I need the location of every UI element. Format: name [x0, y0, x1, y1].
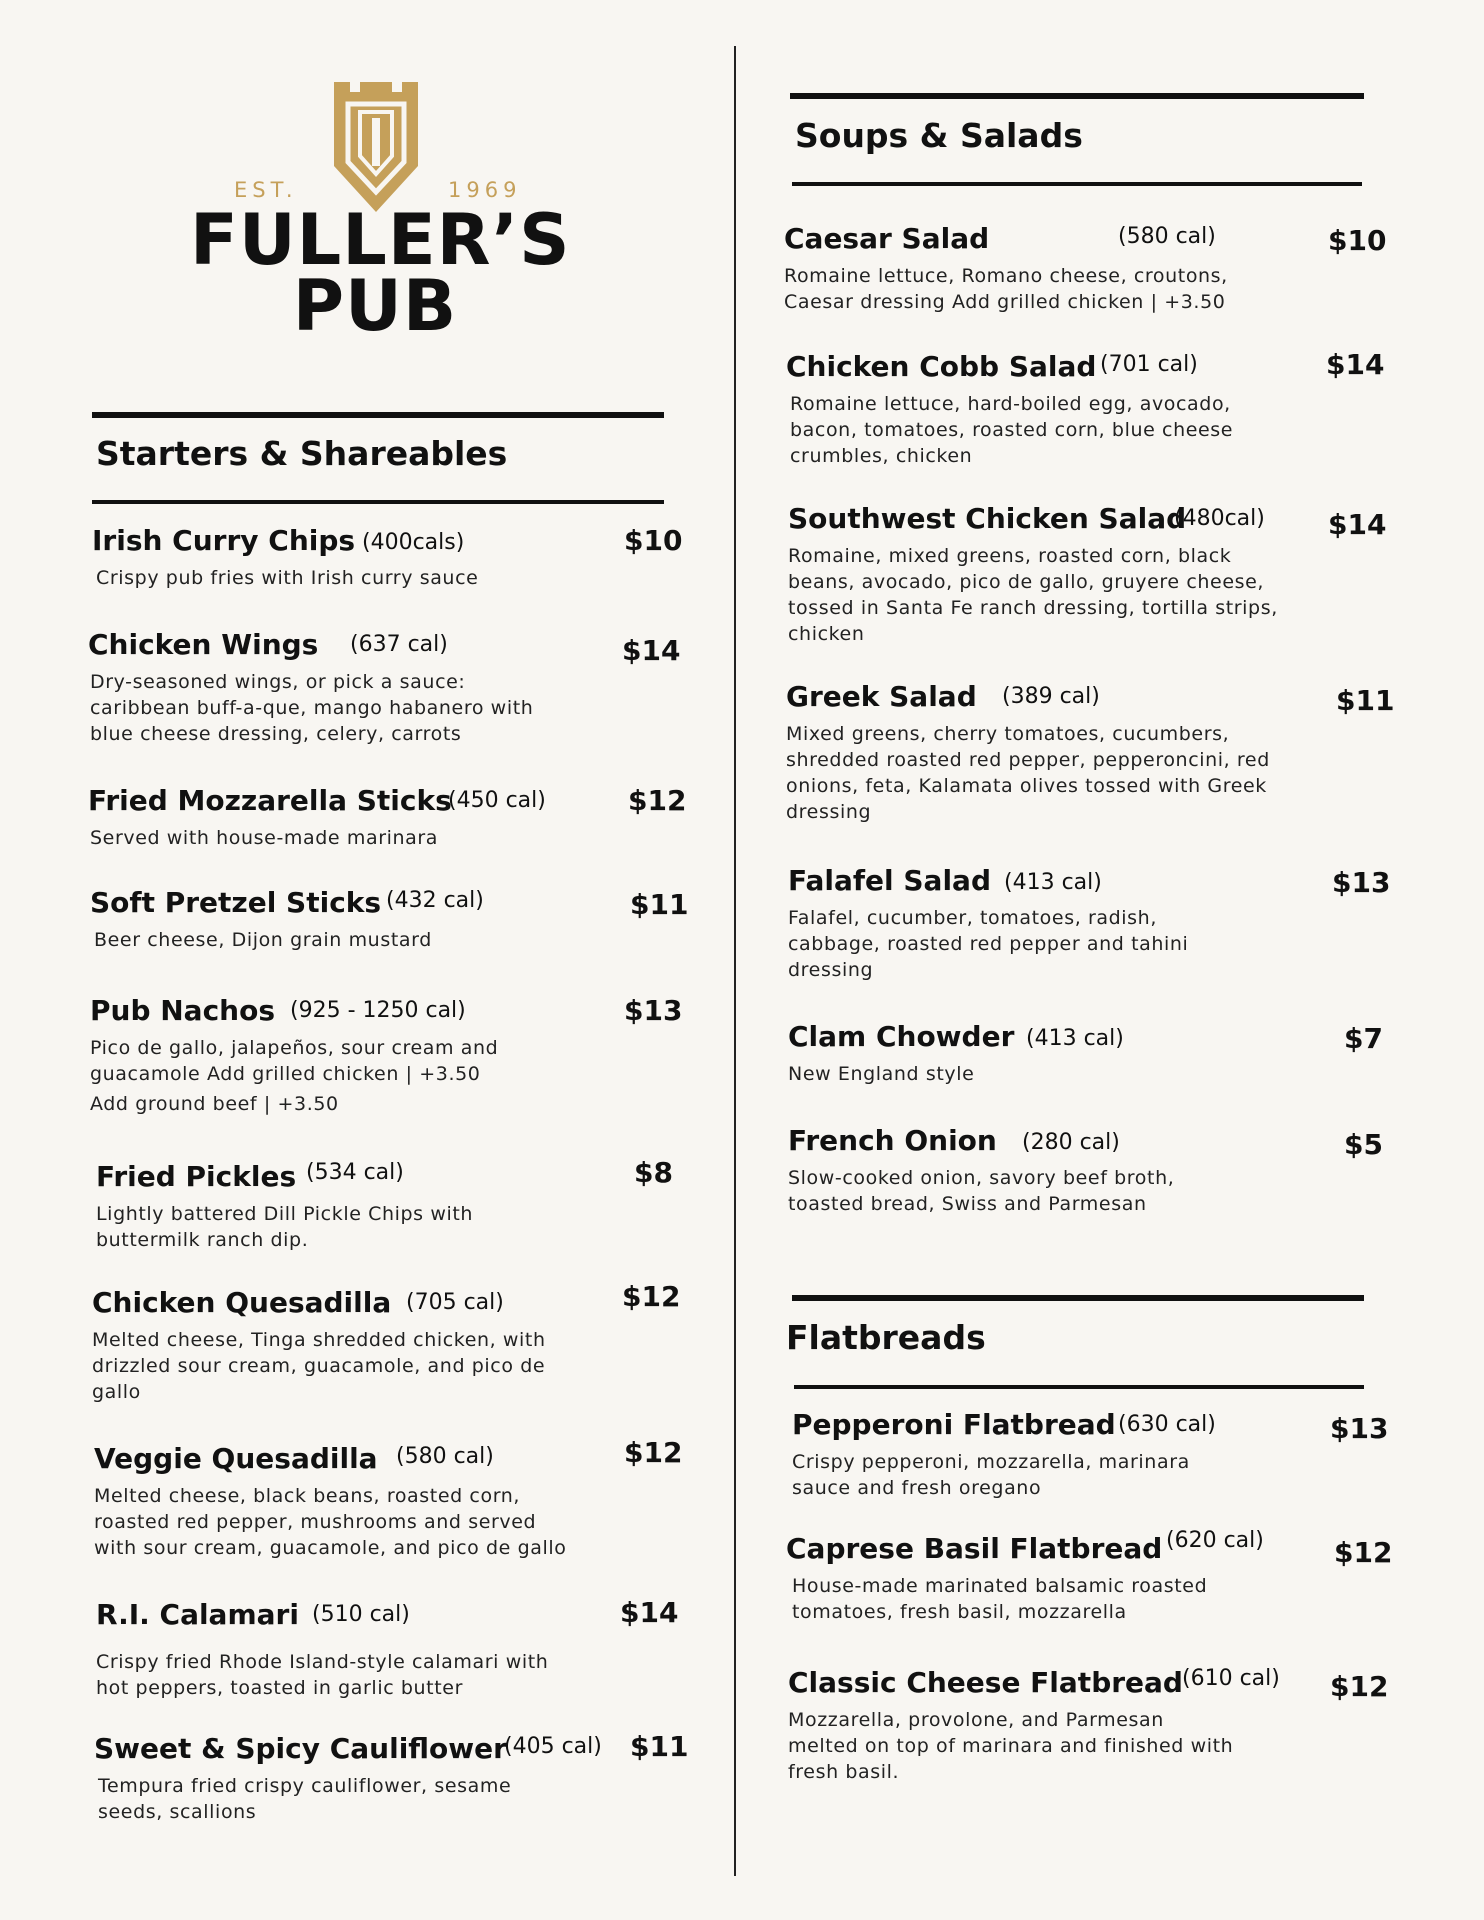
pub-logo [190, 80, 571, 347]
item-calories: (580 cal) [1118, 224, 1216, 249]
item-price: $5 [1344, 1128, 1383, 1161]
item-price: $12 [1334, 1536, 1393, 1569]
castle-crest-icon [330, 82, 422, 212]
menu-item-southwest-chicken-salad [788, 502, 1387, 647]
item-price: $12 [628, 784, 687, 817]
item-name: Chicken Cobb Salad [786, 350, 1097, 383]
menu-item-sweet-spicy-cauliflower [94, 1730, 689, 1825]
item-description-addon: Add ground beef | +3.50 [90, 1093, 339, 1115]
item-calories: (389 cal) [1002, 684, 1100, 709]
item-calories: (413 cal) [1004, 870, 1102, 895]
item-calories: (701 cal) [1100, 352, 1198, 377]
menu-item-chicken-wings [88, 628, 681, 747]
menu-item-pub-nachos [90, 994, 683, 1117]
item-price: $11 [630, 888, 689, 921]
item-description: New England style [788, 1063, 975, 1085]
item-description: Lightly battered Dill Pickle Chips with buttermilk ranch dip. [96, 1203, 474, 1251]
section-title-soups-salads: Soups & Salads [795, 116, 1083, 155]
section-rule [794, 1385, 1364, 1389]
item-calories: (637 cal) [350, 632, 448, 657]
item-price: $11 [630, 1730, 689, 1763]
item-description: Dry-seasoned wings, or pick a sauce: caribbean buff-a-que, mango habanero with blue cheese dressing, celery, carrots [90, 671, 534, 745]
item-price: $13 [1332, 866, 1391, 899]
item-calories: (413 cal) [1026, 1026, 1124, 1051]
item-price: $11 [1336, 684, 1395, 717]
section-rule [790, 93, 1364, 99]
item-name: Pub Nachos [90, 994, 276, 1027]
item-calories: (432 cal) [386, 888, 484, 913]
menu-item-caesar-salad [784, 222, 1387, 315]
item-calories: (705 cal) [406, 1290, 504, 1315]
menu-item-french-onion [788, 1124, 1383, 1217]
item-name: French Onion [788, 1124, 997, 1157]
item-name: Irish Curry Chips [92, 524, 356, 557]
menu-item-chicken-cobb-salad [786, 348, 1385, 469]
item-name: Greek Salad [786, 680, 977, 713]
item-name: R.I. Calamari [96, 1598, 299, 1631]
item-description: Served with house-made marinara [90, 827, 439, 849]
item-price: $14 [1328, 508, 1387, 541]
menu-item-veggie-quesadilla [94, 1436, 683, 1561]
menu-item-ri-calamari [96, 1596, 679, 1701]
item-calories: (510 cal) [312, 1602, 410, 1627]
menu-item-fried-mozzarella-sticks [88, 784, 687, 851]
menu-item-classic-cheese-flatbread [788, 1666, 1389, 1785]
item-calories: (580 cal) [396, 1444, 494, 1469]
item-name: Caesar Salad [784, 222, 990, 255]
item-calories: (450 cal) [448, 788, 546, 813]
item-description: Beer cheese, Dijon grain mustard [94, 929, 432, 951]
section-title-starters: Starters & Shareables [96, 434, 508, 473]
item-name: Southwest Chicken Salad [788, 502, 1187, 535]
section-rule [92, 500, 664, 504]
item-calories: (925 - 1250 cal) [290, 998, 466, 1023]
item-description: Crispy fried Rhode Island-style calamari with hot peppers, toasted in garlic butter [96, 1651, 549, 1699]
menu-item-chicken-quesadilla [92, 1280, 681, 1405]
item-description: Falafel, cucumber, tomatoes, radish, cabbage, roasted red pepper and tahini dressing [788, 907, 1189, 981]
brand-name-line1: FULLER’S [190, 199, 571, 281]
menu-item-falafel-salad [788, 864, 1391, 983]
item-description: Romaine lettuce, hard-boiled egg, avocado, bacon, tomatoes, roasted corn, blue cheese crumbles, chicken [790, 393, 1234, 467]
item-price: $7 [1344, 1022, 1383, 1055]
item-name: Clam Chowder [788, 1020, 1015, 1053]
item-name: Classic Cheese Flatbread [788, 1666, 1183, 1699]
item-description: Romaine, mixed greens, roasted corn, black beans, avocado, pico de gallo, gruyere cheese, tossed in Santa Fe ranch dressing, tortilla strips, chicken [788, 545, 1278, 645]
item-calories: (620 cal) [1166, 1528, 1264, 1553]
menu-item-clam-chowder [788, 1020, 1383, 1087]
item-price: $14 [1326, 348, 1385, 381]
item-description: Slow-cooked onion, savory beef broth, toasted bread, Swiss and Parmesan [788, 1167, 1175, 1215]
item-description: Pico de gallo, jalapeños, sour cream and guacamole Add grilled chicken | +3.50 [90, 1037, 499, 1085]
section-rule [792, 1295, 1364, 1301]
item-calories: (610 cal) [1182, 1666, 1280, 1691]
item-price: $14 [620, 1596, 679, 1629]
item-name: Chicken Quesadilla [92, 1286, 392, 1319]
item-price: $12 [1330, 1670, 1389, 1703]
item-description: Melted cheese, Tinga shredded chicken, with drizzled sour cream, guacamole, and pico de gallo [92, 1329, 546, 1403]
section-rule [92, 412, 664, 418]
item-name: Falafel Salad [788, 864, 991, 897]
item-name: Soft Pretzel Sticks [90, 886, 382, 919]
item-price: $13 [624, 994, 683, 1027]
item-name: Veggie Quesadilla [94, 1442, 378, 1475]
section-title-flatbreads: Flatbreads [786, 1318, 986, 1357]
menu-item-caprese-basil-flatbread [786, 1528, 1393, 1625]
item-name: Chicken Wings [88, 628, 319, 661]
item-calories: (480cal) [1174, 506, 1265, 531]
menu-item-irish-curry-chips [92, 524, 683, 591]
item-calories: (630 cal) [1118, 1412, 1216, 1437]
item-name: Fried Pickles [96, 1160, 297, 1193]
item-name: Caprese Basil Flatbread [786, 1532, 1163, 1565]
menu-item-soft-pretzel-sticks [90, 886, 689, 953]
item-name: Fried Mozzarella Sticks [88, 784, 452, 817]
est-label: EST. [234, 178, 298, 202]
item-price: $12 [622, 1280, 681, 1313]
item-description: Romaine lettuce, Romano cheese, croutons, Caesar dressing Add grilled chicken | +3.50 [784, 265, 1228, 313]
item-price: $10 [624, 524, 683, 557]
item-price: $8 [634, 1156, 673, 1189]
item-calories: (400cals) [362, 530, 465, 555]
item-price: $12 [624, 1436, 683, 1469]
item-calories: (534 cal) [306, 1160, 404, 1185]
item-description: House-made marinated balsamic roasted tomatoes, fresh basil, mozzarella [792, 1575, 1208, 1623]
est-year: 1969 [448, 178, 522, 202]
item-description: Mozzarella, provolone, and Parmesan melted on top of marinara and finished with fresh basil. [788, 1709, 1234, 1783]
menu-item-fried-pickles [96, 1156, 673, 1253]
item-price: $13 [1330, 1412, 1389, 1445]
item-description: Crispy pub fries with Irish curry sauce [96, 567, 479, 589]
brand-name-line2: PUB [292, 265, 458, 347]
item-name: Sweet & Spicy Cauliflower [94, 1732, 507, 1765]
item-description: Crispy pepperoni, mozzarella, marinara sauce and fresh oregano [792, 1451, 1190, 1499]
item-calories: (405 cal) [504, 1734, 602, 1759]
menu-item-greek-salad [786, 680, 1395, 825]
item-price: $14 [622, 634, 681, 667]
item-calories: (280 cal) [1022, 1130, 1120, 1155]
item-name: Pepperoni Flatbread [792, 1408, 1116, 1441]
item-description: Mixed greens, cherry tomatoes, cucumbers, shredded roasted red pepper, pepperoncini, red onions, feta, Kalamata olives tossed with Greek dressing [786, 723, 1270, 823]
item-description: Melted cheese, black beans, roasted corn, roasted red pepper, mushrooms and served with sour cream, guacamole, and pico de gallo [94, 1485, 567, 1559]
section-rule [792, 182, 1362, 186]
column-divider [734, 46, 736, 1876]
menu-item-pepperoni-flatbread [792, 1408, 1389, 1501]
item-description: Tempura fried crispy cauliflower, sesame seeds, scallions [98, 1775, 512, 1823]
item-price: $10 [1328, 224, 1387, 257]
